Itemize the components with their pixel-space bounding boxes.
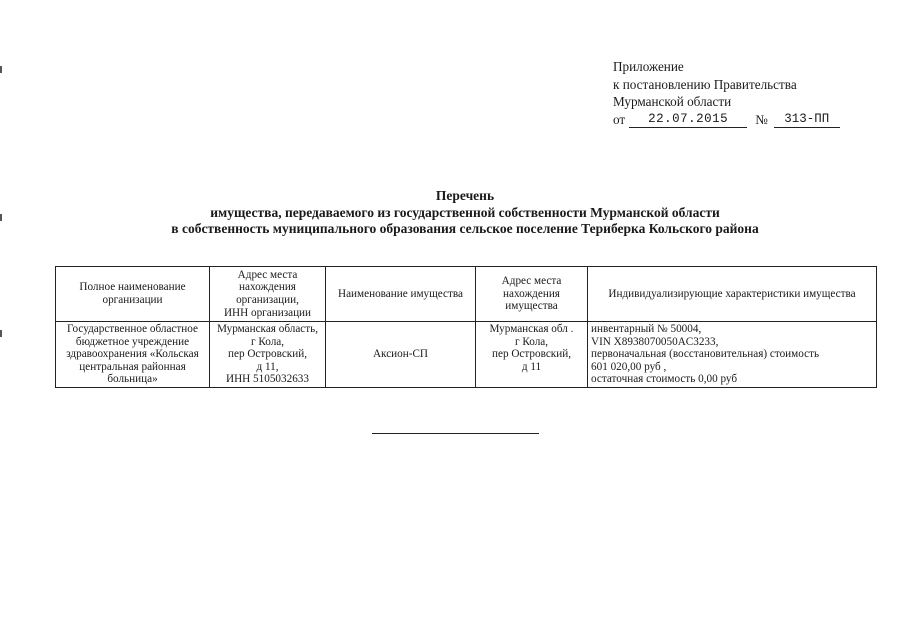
title-line-3: в собственность муниципального образования сельское поселение Териберка Кольского района (171, 221, 759, 236)
property-table (55, 266, 877, 388)
header-organization: Полное наименование организации (56, 267, 210, 322)
closing-rule (372, 433, 539, 434)
resolution-number: 313-ПП (774, 112, 840, 128)
annex-region: Мурманской области (613, 94, 732, 109)
annex-header (613, 58, 893, 128)
document-title (60, 188, 870, 238)
title-line-1: Перечень (435, 188, 495, 203)
date-prefix: от (613, 111, 626, 127)
cell-organization: Государственное областное бюджетное учреждение здравоохранения «Кольская центральная районная больница» (56, 322, 210, 388)
cell-property-name: Аксион-СП (326, 322, 476, 388)
scan-mark-middle (0, 214, 2, 221)
resolution-date: 22.07.2015 (629, 112, 747, 128)
scan-mark-top (0, 66, 2, 73)
annex-date-line (613, 111, 893, 129)
number-sign: № (755, 111, 768, 127)
header-characteristics: Индивидуализирующие характеристики имущества (588, 267, 877, 322)
header-org-address: Адрес места нахождения организации, ИНН организации (210, 267, 326, 322)
table-header-row (56, 267, 877, 322)
cell-characteristics: инвентарный № 50004, VIN X8938070050AC3233, первоначальная (восстановительная) стоимость 601 020,00 руб , остаточная стоимость 0,00 руб (588, 322, 877, 388)
cell-property-address: Мурманская обл . г Кола, пер Островский, д 11 (476, 322, 588, 388)
title-line-2: имущества, передаваемого из государственной собственности Мурманской области (210, 204, 720, 220)
header-property-name: Наименование имущества (326, 267, 476, 322)
annex-resolution: к постановлению Правительства (613, 76, 797, 92)
annex-title: Приложение (613, 59, 684, 74)
scan-mark-bottom (0, 330, 2, 337)
cell-org-address: Мурманская область, г Кола, пер Островский, д 11, ИНН 5105032633 (210, 322, 326, 388)
table-row (56, 322, 877, 388)
header-property-address: Адрес места нахождения имущества (476, 267, 588, 322)
